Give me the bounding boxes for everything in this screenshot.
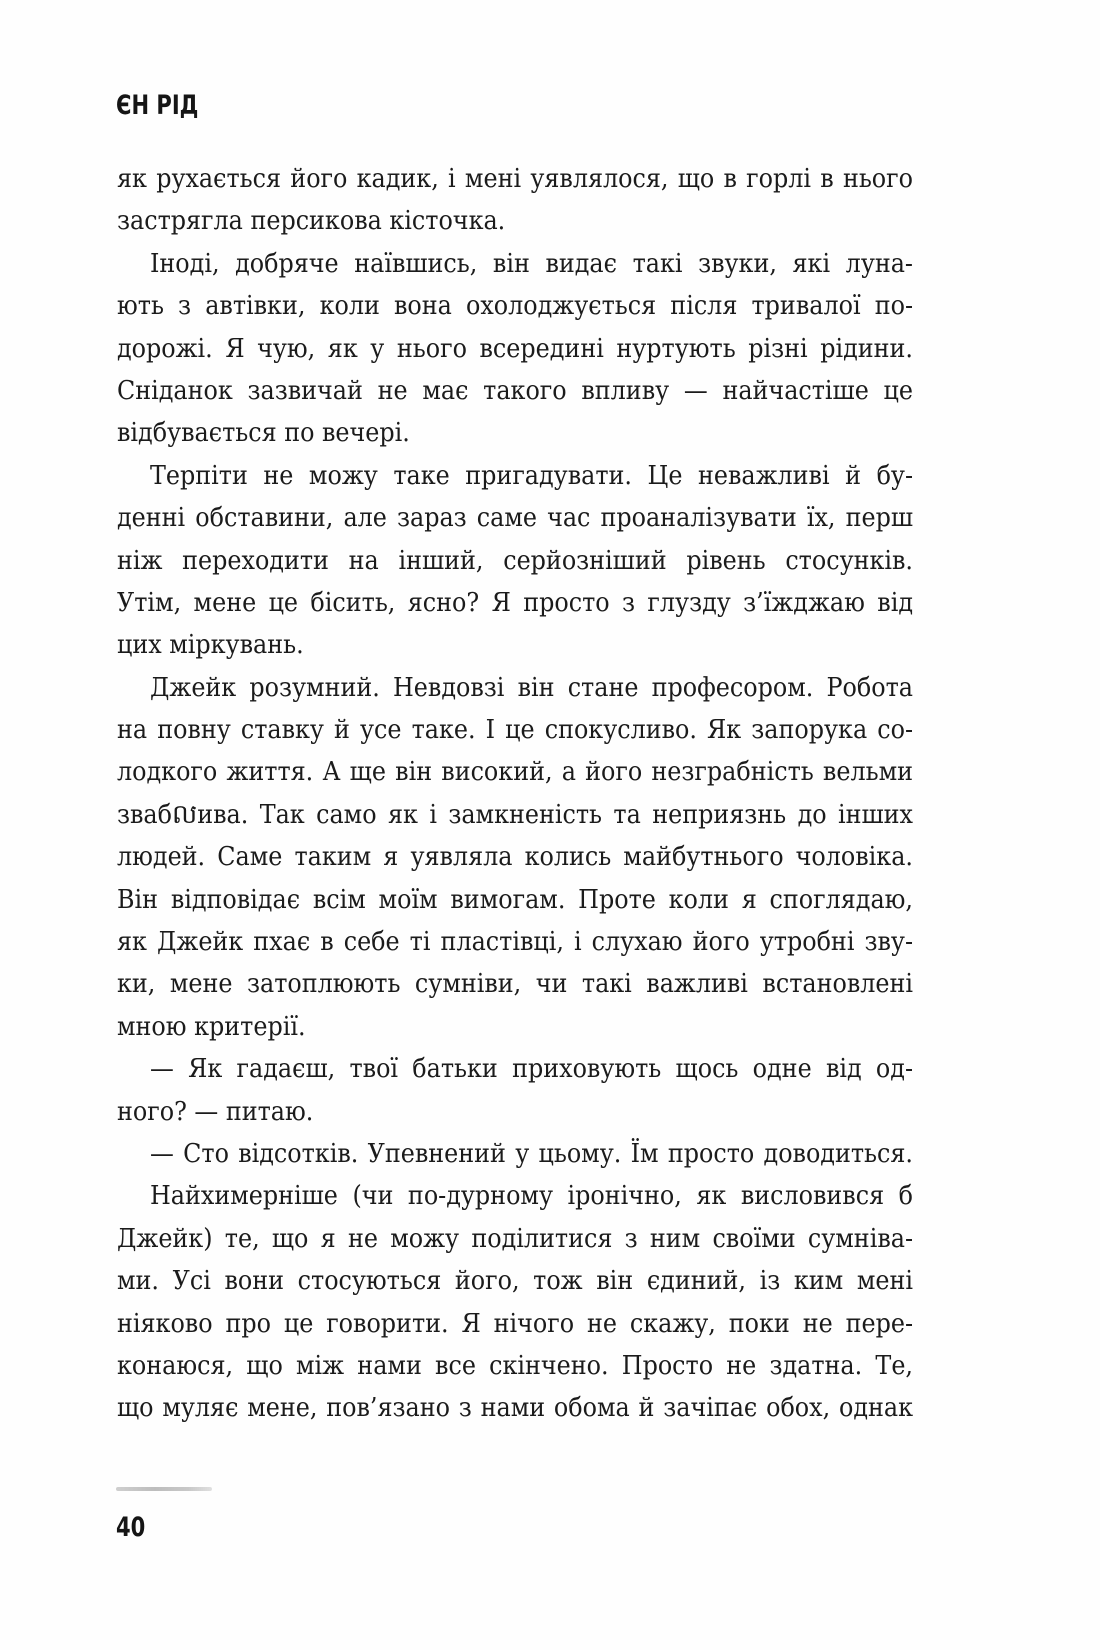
text-line: Джейк розумний. Невдовзі він стане професором. Робота [150, 671, 913, 703]
text-line: Терпіти не можу таке пригадувати. Це неважливі й бу- [150, 459, 913, 491]
running-header-author: ЄН РІД [116, 90, 199, 121]
text-line: ніж переходити на інший, серйозніший рівень стосунків. [117, 544, 913, 576]
text-line: мною критерії. [117, 1010, 306, 1042]
text-line: що муляє мене, пов’язано з нами обома й зачіпає обох, однак [117, 1392, 913, 1424]
text-line: людей. Саме таким я уявляла колись майбутнього чоловіка. [117, 841, 913, 873]
text-line: ки, мене затоплюють сумніви, чи такі важливі встановлені [117, 968, 913, 1000]
text-line: конаюся, що між нами все скінчено. Просто не здатна. Те, [117, 1349, 913, 1381]
text-line: ного? — питаю. [117, 1095, 314, 1127]
text-line: — Сто відсотків. Упевнений у цьому. Їм просто доводиться. [150, 1137, 913, 1169]
text-line: цих міркувань. [117, 629, 304, 661]
text-line: ми. Усі вони стосуються його, тож він єдиний, із ким мені [117, 1265, 913, 1297]
text-line: застрягла персикова кісточка. [117, 205, 506, 237]
text-line: Він відповідає всім моїм вимогам. Проте коли я споглядаю, [117, 883, 913, 915]
text-line: як рухається його кадик, і мені уявлялося, що в горлі в нього [117, 163, 913, 194]
text-line: Утім, мене це бісить, ясно? Я просто з глузду з’їжджаю від [117, 586, 913, 618]
footer-divider [116, 1487, 212, 1491]
text-line: дорожі. Я чую, як у нього всередині нуртують різні рідини. [117, 332, 913, 364]
text-line: звабលива. Так само як і замкненість та неприязнь до інших [117, 798, 913, 830]
text-line: як Джейк пхає в себе ті пластівці, і слухаю його утробні зву- [117, 926, 913, 958]
text-line: на повну ставку й усе таке. І це спокусливо. Як запорука со- [117, 714, 913, 746]
text-line: Іноді, добряче наївшись, він видає такі звуки, які луна- [150, 247, 913, 279]
text-line: — Як гадаєш, твої батьки приховують щось одне від од- [150, 1053, 913, 1085]
text-line: Сніданок зазвичай не має такого впливу — найчастіше це [117, 374, 913, 406]
body-text [117, 158, 913, 1430]
page-number: 40 [116, 1512, 146, 1543]
text-line: Найхимерніше (чи по-дурному іронічно, як висловився б [150, 1180, 913, 1212]
text-line: ють з автівки, коли вона охолоджується після тривалої по- [117, 290, 913, 322]
text-line: лодкого життя. А ще він високий, а його незграбність вельми [117, 756, 913, 788]
text-line: ніяково про це говорити. Я нічого не скажу, поки не пере- [117, 1307, 913, 1339]
text-line: денні обставини, але зараз саме час проаналізувати їх, перш [117, 502, 913, 534]
text-line: відбувається по вечері. [117, 417, 410, 449]
text-line: Джейк) те, що я не можу поділитися з ним своїми сумніва- [117, 1222, 913, 1254]
